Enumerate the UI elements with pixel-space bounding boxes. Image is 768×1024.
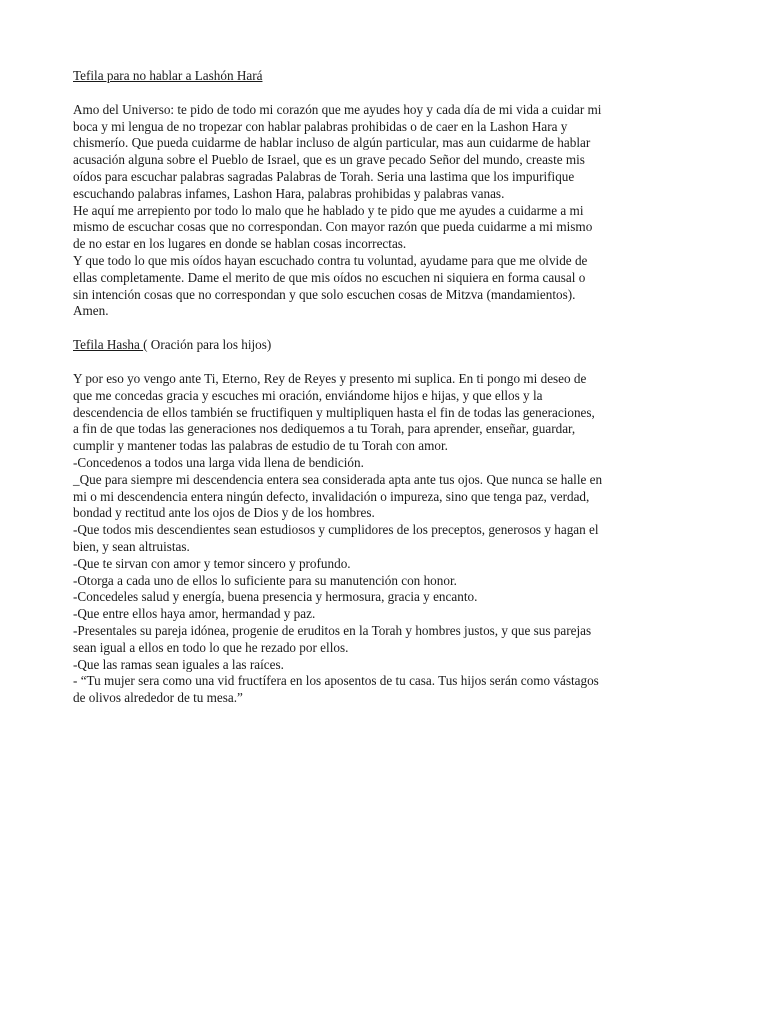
body-line: chismerío. Que pueda cuidarme de hablar incluso de algún particular, mas aun cuidarme de hablar [73,135,591,151]
body-line: -Otorga a cada uno de ellos lo suficiente para su manutención con honor. [73,572,457,588]
body-line: - “Tu mujer sera como una vid fructífera en los aposentos de tu casa. Tus hijos serán como vástagos [73,673,599,689]
body-line: Amen. [73,303,109,319]
body-line: mismo de escuchar cosas que no correspondan. Con mayor razón que pueda cuidarme a mi mismo [73,219,593,235]
document-page [73,68,698,707]
section2-body [73,371,698,707]
section2-title [73,337,698,354]
body-line: -Presentales su pareja idónea, progenie de eruditos en la Torah y hombres justos, y que sus parejas [73,622,592,638]
section1-title: Tefila para no hablar a Lashón Hará [73,68,263,83]
body-line: -Que entre ellos haya amor, hermandad y paz. [73,606,316,622]
body-line: que me concedas gracia y escuches mi oración, enviándome hijos e hijas, y que ellos y la [73,387,543,403]
body-line: Y que todo lo que mis oídos hayan escuchado contra tu voluntad, ayudame para que me olvide de [73,252,588,268]
body-line: descendencia de ellos también se fructifiquen y multipliquen hasta el fin de todas las generaciones, [73,404,595,420]
body-line: Y por eso yo vengo ante Ti, Eterno, Rey de Reyes y presento mi suplica. En ti pongo mi deseo de [73,370,587,386]
body-line: mi o mi descendencia entera ningún defecto, invalidación o impureza, sino que tenga paz, verdad, [73,488,590,504]
section1-body [73,102,698,320]
body-line: -Concedeles salud y energía, buena presencia y hermosura, gracia y encanto. [73,589,478,605]
body-line: escuchando palabras infames, Lashon Hara, palabras prohibidas y palabras vanas. [73,185,505,201]
body-line: He aquí me arrepiento por todo lo malo que he hablado y te pido que me ayudes a cuidarme a mi [73,202,584,218]
body-line: -Que te sirvan con amor y temor sincero y profundo. [73,555,351,571]
body-line: boca y mi lengua de no tropezar con hablar palabras prohibidas o de caer en la Lashon Hara y [73,118,568,134]
body-line: -Concedenos a todos una larga vida llena de bendición. [73,454,364,470]
body-line: acusación alguna sobre el Pueblo de Israel, que es un grave pecado Señor del mundo, creaste mis [73,152,585,168]
body-line: oídos para escuchar palabras sagradas Palabras de Torah. Seria una lastima que los impurifique [73,168,575,184]
body-line: ellas completamente. Dame el merito de que mis oídos no escuchen ni siquiera en forma causal o [73,269,586,285]
section2-title-underlined: Tefila Hasha [73,337,144,353]
body-line: -Que todos mis descendientes sean estudiosos y cumplidores de los preceptos, generosos y hagan el [73,522,599,538]
body-line: Amo del Universo: te pido de todo mi corazón que me ayudes hoy y cada día de mi vida a cuidar mi [73,101,602,117]
body-line: _Que para siempre mi descendencia entera sea considerada apta ante tus ojos. Que nunca se halle en [73,471,603,487]
body-line: sin intención cosas que no correspondan y que solo escuchen cosas de Mitzva (mandamientos). [73,286,576,302]
body-line: a fin de que todas las generaciones nos dediquemos a tu Torah, para aprender, enseñar, guardar, [73,421,576,437]
body-line: -Que las ramas sean iguales a las raíces. [73,656,284,672]
section2-title-rest: ( Oración para los hijos) [143,337,272,353]
body-line: bondad y rectitud ante los ojos de Dios y de los hombres. [73,505,375,521]
spacer [73,354,698,371]
body-line: cumplir y mantener todas las palabras de estudio de tu Torah con amor. [73,438,448,454]
body-line: de no estar en los lugares en donde se hablan cosas incorrectas. [73,236,407,252]
spacer [73,85,698,102]
body-line: bien, y sean altruistas. [73,538,190,554]
body-line: de olivos alrededor de tu mesa.” [73,690,243,706]
spacer [73,320,698,337]
body-line: sean igual a ellos en todo lo que he rezado por ellos. [73,639,349,655]
